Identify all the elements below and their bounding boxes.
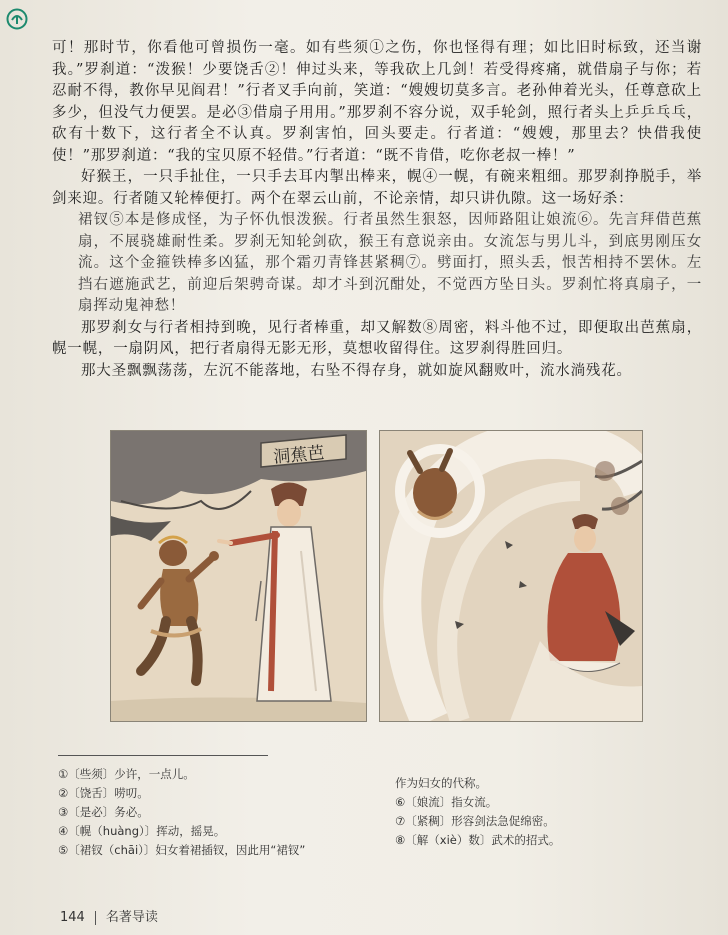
paragraph-4: 那大圣飘飘荡荡，左沉不能落地，右坠不得存身，就如旋风翻败叶，流水淌残花。 [81, 362, 632, 379]
page-footer [60, 906, 158, 925]
footnote-8: ⑧〔解（xiè）数〕武术的招式。 [395, 833, 561, 847]
footnote-5-continued: 作为妇女的代称。 [395, 776, 487, 790]
page-number: 144 [60, 910, 85, 925]
cave-sign-text: 洞蕉芭 [272, 443, 326, 468]
footnote-6: ⑥〔娘流〕指女流。 [395, 795, 498, 809]
footnotes-left-column [58, 765, 388, 860]
illustrations [100, 430, 660, 730]
illustration-fan [379, 430, 643, 722]
main-text [52, 38, 702, 382]
footnote-4: ④〔幌（huàng）〕挥动，摇晃。 [58, 824, 226, 838]
publisher-logo-icon [6, 8, 28, 30]
footnotes-right-column [395, 774, 695, 850]
footnote-1: ①〔些须〕少许，一点儿。 [58, 767, 195, 781]
footer-divider [95, 911, 96, 925]
footnote-7: ⑦〔紧稠〕形容剑法急促绵密。 [395, 814, 555, 828]
illustration-fight [110, 430, 367, 722]
fight-poem: 裙钗⑤本是修成怪，为子怀仇恨泼猴。行者虽然生狠怒，因师路阻让娘流⑥。先言拜借芭蕉扇，不展骁雄耐性柔。罗刹无知轮剑砍，猴王有意说亲由。女流怎与男儿斗，到底男刚压女流。这个金箍铁棒多凶猛，那个霜刃青锋甚紧稠⑦。劈面打，照头丢，恨苦相持不罢休。左挡右遮施武艺，前迎后架骋奇谋。却才斗到沉酣处，不觉西方坠日头。罗刹忙将真扇子，一扇挥动鬼神愁！ [78, 212, 702, 314]
paragraph-2: 好猴王，一只手扯住，一只手去耳内掣出棒来，幌④一幌，有碗来粗细。那罗刹挣脱手，举剑来迎。行者随又轮棒便打。两个在翠云山前，不论亲情，却只讲仇隙。这一场好杀： [52, 169, 702, 207]
footnote-3: ③〔是必〕务必。 [58, 805, 149, 819]
footnote-divider [58, 755, 268, 756]
paragraph-1: 可！那时节，你看他可曾损伤一毫。如有些须①之伤，你也怪得有理；如比旧时标致，还当谢我。”罗刹道：“泼猴！少要饶舌②！伸过头来，等我砍上几剑！若受得疼痛，就借扇子与你；若忍耐不得，教你早见阎君！”行者叉手向前，笑道：“嫂嫂切莫多言。老孙伸着光头，任尊意砍上多少，但没气力便罢。是必③借扇子用用。”那罗刹不容分说，双手轮剑，照行者头上乒乒乓乓，砍有十数下，这行者全不认真。罗刹害怕，回头要走。行者道：“嫂嫂，那里去？快借我使使！”那罗刹道：“我的宝贝原不轻借。”行者道：“既不肯借，吃你老叔一棒！” [52, 40, 702, 164]
footnote-2: ②〔饶舌〕唠叨。 [58, 786, 149, 800]
book-title: 名著导读 [105, 910, 158, 925]
paragraph-3: 那罗刹女与行者相持到晚，见行者棒重，却又解数⑧周密，料斗他不过，即便取出芭蕉扇，幌一幌，一扇阴风，把行者扇得无影无形，莫想收留得住。这罗刹得胜回归。 [52, 319, 702, 357]
footnote-5: ⑤〔裙钗（chāi）〕妇女着裙插钗，因此用“裙钗” [58, 843, 306, 857]
